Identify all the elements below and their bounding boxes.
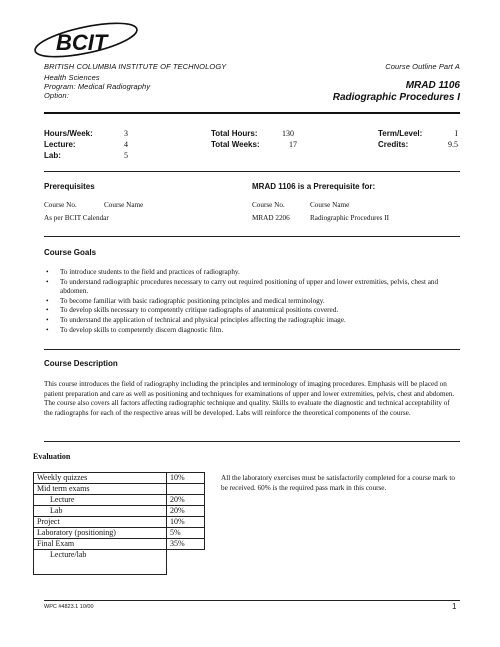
goal-item: • To develop skills necessary to competently critique radiographs of anatomical positions covered. (44, 306, 456, 316)
evaluation-note: All the laboratory exercises must be satisfactorily completed for a course mark to be received. 60% is the required pass mark in this course. (221, 474, 455, 492)
goals-heading: Course Goals (44, 248, 97, 257)
eval-value (167, 550, 205, 575)
total-weeks-label: Total Weeks: (211, 140, 260, 149)
eval-label: Lecture (34, 495, 167, 506)
description-text: This course introduces the field of radiography including the principles and terminology of imaging procedures. Emphasis will be placed on patient preparation and care as well as positioning and techniques for examinations of upper and lower extremities, pelvis, chest and abdomen. The course also covers all factors affecting radiographic technique and quality. Skills to evaluate the diagnostic and technical acceptability of the radiographs for each of the respective areas will be developed. Labs will reinforce the theoretical components of the course. (44, 380, 455, 417)
description-heading: Course Description (44, 359, 118, 368)
lecture-value: 4 (124, 140, 128, 149)
footer-code: WPC #4823.1 10/00 (44, 604, 94, 610)
hours-week-label: Hours/Week: (44, 129, 93, 138)
table-row (34, 506, 205, 517)
eval-value: 35% (167, 539, 205, 550)
is-prereq-row-name: Radiographic Procedures II (310, 214, 390, 222)
credits-label: Credits: (378, 140, 409, 149)
lecture-label: Lecture: (44, 140, 76, 149)
eval-label: Mid term exams (34, 484, 167, 495)
evaluation-table (33, 472, 205, 575)
prereq-col-name: Course Name (104, 201, 144, 209)
table-row (34, 550, 205, 575)
goals-list (44, 268, 456, 335)
is-prereq-col-no: Course No. (252, 201, 285, 209)
description-rule (44, 441, 460, 442)
footer-rule (44, 600, 460, 601)
eval-label: Lecture/lab (34, 550, 167, 575)
goal-item: • To become familiar with basic radiographic positioning principles and medical terminology. (44, 297, 456, 307)
evaluation-heading: Evaluation (33, 452, 71, 461)
prereq-rule (44, 236, 460, 237)
eval-value: 20% (167, 495, 205, 506)
is-prereq-heading: MRAD 1106 is a Prerequisite for: (252, 182, 376, 191)
lab-label: Lab: (44, 151, 61, 160)
stats-rule (44, 171, 460, 172)
eval-label: Laboratory (positioning) (34, 528, 167, 539)
institute-name: BRITISH COLUMBIA INSTITUTE OF TECHNOLOGY (44, 62, 227, 71)
table-row (34, 517, 205, 528)
eval-value: 20% (167, 506, 205, 517)
eval-value: 5% (167, 528, 205, 539)
eval-value: 10% (167, 517, 205, 528)
faculty: Health Sciences (44, 73, 100, 82)
eval-value: 10% (167, 473, 205, 484)
goal-item: • To develop skills to competently discern diagnostic film. (44, 326, 456, 336)
is-prereq-row-no: MRAD 2206 (252, 214, 290, 222)
table-row (34, 495, 205, 506)
option: Option: (44, 91, 69, 100)
eval-label: Weekly quizzes (34, 473, 167, 484)
program: Program: Medical Radiography (44, 82, 151, 91)
total-hours-label: Total Hours: (211, 129, 258, 138)
total-hours-value: 130 (282, 129, 294, 138)
eval-label: Final Exam (34, 539, 167, 550)
goal-item: • To introduce students to the field and practices of radiography. (44, 268, 456, 278)
goal-item: • To understand radiographic procedures necessary to carry out required positioning of upper and lower extremities, pelvis, chest and abdomen. (44, 278, 456, 297)
prereq-col-no: Course No. (44, 201, 77, 209)
outline-part: Course Outline Part A (385, 62, 460, 71)
prerequisites-heading: Prerequisites (44, 182, 95, 191)
goal-item: • To understand the application of technical and physical principles affecting the radiographic image. (44, 316, 456, 326)
eval-value (167, 484, 205, 495)
term-level-value: I (455, 129, 458, 138)
total-weeks-value: 17 (289, 140, 297, 149)
course-title: Radiographic Procedures I (332, 92, 460, 103)
term-level-label: Term/Level: (378, 129, 423, 138)
lab-value: 5 (124, 151, 128, 160)
credits-value: 9.5 (448, 140, 458, 149)
table-row (34, 473, 205, 484)
course-code: MRAD 1106 (405, 80, 460, 91)
eval-label: Lab (34, 506, 167, 517)
hours-week-value: 3 (124, 129, 128, 138)
is-prereq-col-name: Course Name (310, 201, 350, 209)
header-rule (44, 112, 460, 114)
logo-text: BCIT (56, 30, 108, 55)
goals-rule (44, 349, 460, 350)
table-row (34, 484, 205, 495)
eval-label: Project (34, 517, 167, 528)
prereq-row: As per BCIT Calendar (44, 214, 109, 222)
table-row (34, 528, 205, 539)
page-number: 1 (452, 602, 457, 611)
table-row (34, 539, 205, 550)
